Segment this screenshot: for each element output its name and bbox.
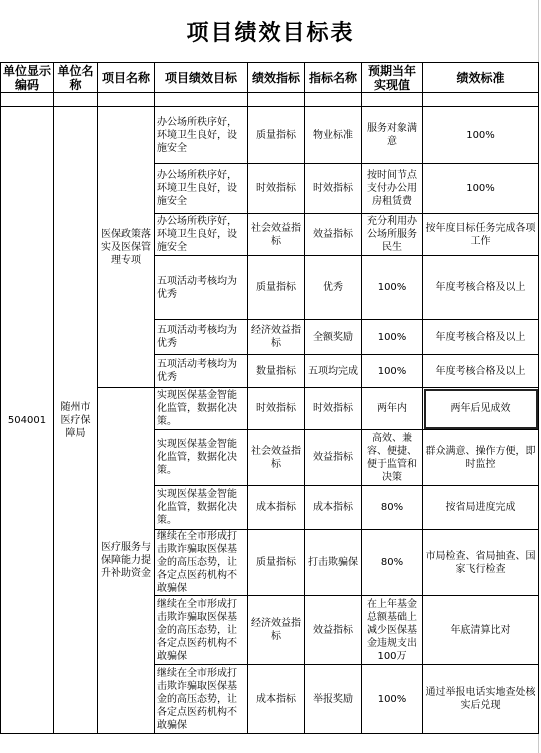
goal-cell[interactable]: 实现医保基金智能化监管，数据化决策。 — [155, 430, 248, 486]
project-name-cell[interactable]: 医疗服务与保障能力提升补助资金 — [98, 388, 155, 734]
goal-cell[interactable]: 继续在全市形成打击欺诈骗取医保基金的高压态势，让各定点医药机构不敢骗保 — [155, 530, 248, 596]
header-expected-value: 预期当年实现值 — [362, 63, 423, 93]
unit-code-cell[interactable]: 504001 — [1, 107, 54, 734]
performance-table — [0, 62, 539, 734]
standard-cell[interactable]: 按省局进度完成 — [423, 486, 539, 530]
indicator-name-cell[interactable]: 时效指标 — [305, 388, 362, 430]
goal-cell[interactable]: 实现医保基金智能化监管，数据化决策。 — [155, 486, 248, 530]
expected-value-cell[interactable]: 按时间节点支付办公用房租赁费 — [362, 164, 423, 214]
standard-cell[interactable]: 100% — [423, 164, 539, 214]
expected-value-cell[interactable]: 高效、兼容、便捷、便于监管和决策 — [362, 430, 423, 486]
goal-cell[interactable]: 办公场所秩序好，环境卫生良好，设施安全 — [155, 107, 248, 164]
standard-cell[interactable]: 市局检查、省局抽查、国家飞行检查 — [423, 530, 539, 596]
indicator-name-cell[interactable]: 物业标准 — [305, 107, 362, 164]
goal-cell[interactable]: 实现医保基金智能化监管，数据化决策。 — [155, 388, 248, 430]
expected-value-cell[interactable]: 100% — [362, 355, 423, 388]
indicator-type-cell[interactable]: 成本指标 — [248, 665, 305, 734]
expected-value-cell[interactable]: 服务对象满意 — [362, 107, 423, 164]
indicator-type-cell[interactable]: 数量指标 — [248, 355, 305, 388]
standard-cell[interactable]: 群众满意、操作方便，即时监控 — [423, 430, 539, 486]
indicator-name-cell[interactable]: 效益指标 — [305, 430, 362, 486]
indicator-type-cell[interactable]: 社会效益指标 — [248, 214, 305, 256]
project-name-cell[interactable]: 医保政策落实及医保管理专项 — [98, 107, 155, 388]
indicator-type-cell[interactable]: 时效指标 — [248, 164, 305, 214]
goal-cell[interactable]: 五项活动考核均为优秀 — [155, 256, 248, 320]
expected-value-cell[interactable]: 100% — [362, 256, 423, 320]
goal-cell[interactable]: 办公场所秩序好，环境卫生良好，设施安全 — [155, 164, 248, 214]
indicator-type-cell[interactable]: 经济效益指标 — [248, 320, 305, 355]
indicator-name-cell[interactable]: 时效指标 — [305, 164, 362, 214]
header-unit-name: 单位名称 — [54, 63, 98, 93]
indicator-type-cell[interactable]: 社会效益指标 — [248, 430, 305, 486]
goal-cell[interactable]: 办公场所秩序好，环境卫生良好，设施安全 — [155, 214, 248, 256]
indicator-type-cell[interactable]: 成本指标 — [248, 486, 305, 530]
page-title: 项目绩效目标表 — [186, 19, 355, 46]
expected-value-cell[interactable]: 充分利用办公场所服务民生 — [362, 214, 423, 256]
standard-cell[interactable]: 年度考核合格及以上 — [423, 256, 539, 320]
header-indicator-name: 指标名称 — [305, 63, 362, 93]
indicator-name-cell[interactable]: 效益指标 — [305, 214, 362, 256]
standard-cell[interactable]: 按年度目标任务完成各项工作 — [423, 214, 539, 256]
indicator-type-cell[interactable]: 时效指标 — [248, 388, 305, 430]
table-row — [1, 107, 539, 164]
indicator-type-cell[interactable]: 质量指标 — [248, 256, 305, 320]
expected-value-cell[interactable]: 两年内 — [362, 388, 423, 430]
header-unit-code: 单位显示编码 — [1, 63, 54, 93]
expected-value-cell[interactable]: 100% — [362, 320, 423, 355]
standard-cell-selected[interactable]: 两年后见成效 — [423, 388, 539, 430]
indicator-name-cell[interactable]: 举报奖励 — [305, 665, 362, 734]
indicator-name-cell[interactable]: 成本指标 — [305, 486, 362, 530]
indicator-type-cell[interactable]: 经济效益指标 — [248, 596, 305, 665]
header-row — [1, 63, 539, 93]
standard-cell[interactable]: 年底清算比对 — [423, 596, 539, 665]
goal-cell[interactable]: 继续在全市形成打击欺诈骗取医保基金的高压态势，让各定点医药机构不敢骗保 — [155, 665, 248, 734]
header-project-name: 项目名称 — [98, 63, 155, 93]
indicator-type-cell[interactable]: 质量指标 — [248, 530, 305, 596]
indicator-name-cell[interactable]: 打击欺骗保 — [305, 530, 362, 596]
indicator-type-cell[interactable]: 质量指标 — [248, 107, 305, 164]
expected-value-cell[interactable]: 在上年基金总额基础上减少医保基金违规支出100万 — [362, 596, 423, 665]
standard-cell[interactable]: 100% — [423, 107, 539, 164]
unit-name-cell[interactable]: 随州市医疗保障局 — [54, 107, 98, 734]
goal-cell[interactable]: 五项活动考核均为优秀 — [155, 355, 248, 388]
standard-cell[interactable]: 年度考核合格及以上 — [423, 320, 539, 355]
header-indicator-type: 绩效指标 — [248, 63, 305, 93]
indicator-name-cell[interactable]: 效益指标 — [305, 596, 362, 665]
indicator-name-cell[interactable]: 优秀 — [305, 256, 362, 320]
header-standard: 绩效标准 — [423, 63, 539, 93]
goal-cell[interactable]: 五项活动考核均为优秀 — [155, 320, 248, 355]
indicator-name-cell[interactable]: 全额奖励 — [305, 320, 362, 355]
indicator-name-cell[interactable]: 五项均完成 — [305, 355, 362, 388]
goal-cell[interactable]: 继续在全市形成打击欺诈骗取医保基金的高压态势，让各定点医药机构不敢骗保 — [155, 596, 248, 665]
expected-value-cell[interactable]: 80% — [362, 530, 423, 596]
standard-cell[interactable]: 年度考核合格及以上 — [423, 355, 539, 388]
expected-value-cell[interactable]: 80% — [362, 486, 423, 530]
standard-cell[interactable]: 通过举报电话实地查处核实后兑现 — [423, 665, 539, 734]
expected-value-cell[interactable]: 100% — [362, 665, 423, 734]
header-project-goal: 项目绩效目标 — [155, 63, 248, 93]
spacer-row — [1, 93, 539, 107]
